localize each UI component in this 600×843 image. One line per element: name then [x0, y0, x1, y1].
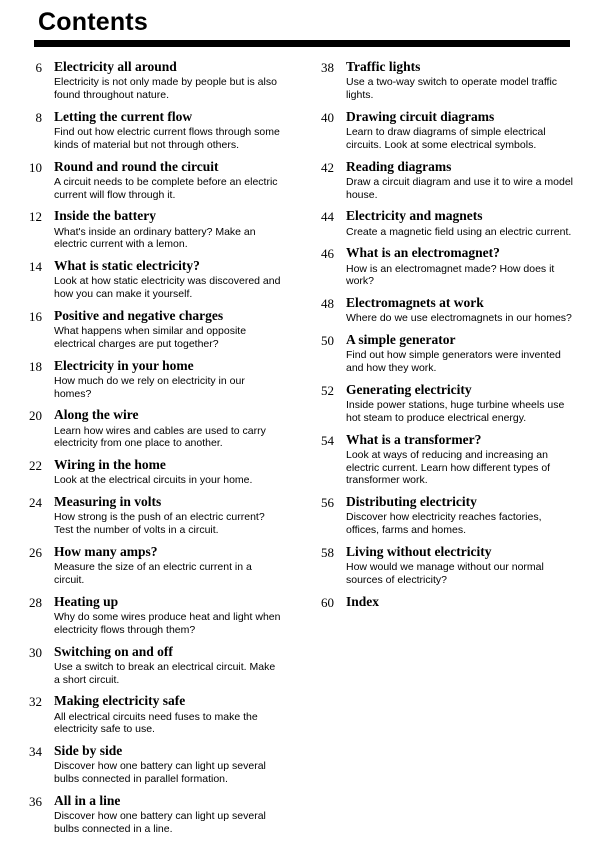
- toc-entry: [16, 743, 282, 786]
- entry-body: [54, 494, 282, 537]
- toc-entry: [16, 793, 282, 836]
- entry-description: Draw a circuit diagram and use it to wire a model house.: [346, 175, 574, 201]
- entry-description: Inside power stations, huge turbine wheels use hot steam to produce electrical energy.: [346, 399, 565, 424]
- entry-body: [54, 358, 282, 401]
- entry-heading: Generating electricity: [346, 381, 472, 397]
- toc-entry: [308, 382, 574, 425]
- entry-body: [54, 594, 282, 637]
- toc-entry: [16, 159, 282, 202]
- entry-heading: Round and round the circuit: [54, 158, 219, 174]
- entry-description: How would we manage without our normal sources of electricity?: [346, 561, 544, 586]
- entry-description: Learn how wires and cables are used to carry electricity from one place to another.: [54, 424, 266, 450]
- entry-heading: Making electricity safe: [54, 693, 186, 709]
- page-number: 12: [29, 209, 42, 225]
- toc-entry: [308, 332, 574, 375]
- page-number: 32: [29, 694, 42, 710]
- entry-heading: Electricity and magnets: [346, 208, 483, 224]
- entry-heading: Electricity all around: [54, 59, 177, 74]
- entry-description: What happens when similar and opposite electrical charges are put together?: [54, 325, 247, 350]
- page-number: 16: [29, 308, 42, 324]
- entry-description: Create a magnetic field using an electric current.: [346, 225, 572, 238]
- page-number: 50: [321, 333, 334, 349]
- page-number: 54: [321, 432, 334, 448]
- toc-entry: [16, 258, 282, 301]
- toc-entry: [16, 109, 282, 152]
- entry-body: [54, 159, 282, 202]
- entry-description: Discover how one battery can light up several bulbs connected in parallel formation.: [54, 760, 266, 786]
- entry-body: [346, 382, 574, 425]
- entry-heading: Electricity in your home: [54, 357, 194, 373]
- toc-entry: [308, 159, 574, 202]
- entry-heading: Positive and negative charges: [54, 307, 224, 323]
- entry-body: [54, 109, 282, 152]
- entry-heading: Heating up: [54, 593, 119, 609]
- entry-body: [346, 159, 574, 202]
- page-number: 28: [29, 594, 42, 610]
- entry-body: [346, 332, 574, 375]
- page-number: 38: [321, 60, 334, 75]
- entry-heading: How many amps?: [54, 544, 158, 560]
- entry-heading: Wiring in the home: [54, 457, 166, 473]
- entry-heading: Side by side: [54, 743, 123, 759]
- page-number: 46: [321, 246, 334, 262]
- entry-body: [54, 457, 252, 487]
- page-number: 52: [321, 382, 334, 398]
- entry-heading: Living without electricity: [346, 544, 492, 560]
- toc-entry: [308, 59, 574, 102]
- toc-entry: [16, 358, 282, 401]
- entry-heading: A simple generator: [346, 332, 456, 348]
- entry-description: Electricity is not only made by people but is also found throughout nature.: [54, 76, 277, 101]
- entry-body: [346, 295, 572, 325]
- entry-heading: Drawing circuit diagrams: [346, 108, 495, 124]
- page-number: 10: [29, 159, 42, 175]
- entry-heading: Traffic lights: [346, 59, 421, 74]
- toc-entry: [16, 59, 282, 102]
- page-number: 30: [29, 644, 42, 660]
- title-rule: [34, 40, 570, 47]
- entry-heading: Reading diagrams: [346, 158, 452, 174]
- entry-heading: Measuring in volts: [54, 494, 162, 510]
- toc-entry: [16, 208, 282, 251]
- entry-body: [54, 693, 282, 736]
- page-number: 8: [35, 109, 42, 125]
- entry-body: [54, 407, 282, 450]
- entry-description: Why do some wires produce heat and light when electricity flows through them?: [54, 610, 281, 636]
- entry-body: [346, 208, 571, 238]
- entry-description: Look at ways of reducing and increasing an electric current. Learn how different types of transformer work.: [346, 448, 551, 487]
- page-number: 14: [29, 259, 42, 275]
- page-number: 20: [29, 408, 42, 424]
- entry-body: [346, 432, 574, 488]
- entry-heading: What is an electromagnet?: [346, 245, 500, 261]
- toc-entry: [308, 432, 574, 488]
- entry-description: How strong is the push of an electric current? Test the number of volts in a circuit.: [54, 511, 265, 537]
- entry-body: [54, 793, 282, 836]
- toc-entry: [16, 594, 282, 637]
- toc-entry: [308, 295, 574, 325]
- toc-entry: [16, 544, 282, 587]
- entry-description: Learn to draw diagrams of simple electrical circuits. Look at some electrical symbols.: [346, 125, 546, 151]
- toc-entry: [16, 494, 282, 537]
- entry-body: [54, 544, 282, 587]
- entry-description: Look at how static electricity was discovered and how you can make it yourself.: [54, 275, 281, 301]
- entry-description: Measure the size of an electric current in a circuit.: [54, 561, 252, 586]
- entry-description: Use a switch to break an electrical circuit. Make a short circuit.: [54, 660, 276, 686]
- entry-description: Where do we use electromagnets in our homes?: [346, 312, 572, 325]
- entry-description: Find out how simple generators were invented and how they work.: [346, 349, 561, 375]
- entry-heading: Distributing electricity: [346, 494, 477, 510]
- toc-entry: [308, 109, 574, 152]
- entry-description: Discover how electricity reaches factories, offices, farms and homes.: [346, 511, 542, 537]
- page-number: 56: [321, 495, 334, 511]
- toc-column-left: [16, 59, 282, 843]
- toc-entry: [308, 208, 574, 238]
- page-number: 36: [29, 793, 42, 809]
- entry-body: [346, 544, 574, 587]
- entry-heading: Electromagnets at work: [346, 295, 484, 311]
- page-number: 22: [29, 458, 42, 474]
- entry-description: Find out how electric current flows through some kinds of material but not through others.: [54, 125, 280, 151]
- toc-entry: [16, 308, 282, 351]
- entry-heading: Inside the battery: [54, 208, 156, 224]
- toc-entry: [308, 594, 574, 611]
- entry-heading: Switching on and off: [54, 643, 173, 659]
- entry-body: [346, 245, 574, 288]
- page-number: 48: [321, 296, 334, 312]
- toc-entry: [308, 245, 574, 288]
- page-number: 18: [29, 358, 42, 374]
- page-number: 60: [321, 594, 334, 610]
- entry-description: How is an electromagnet made? How does it work?: [346, 262, 555, 288]
- entry-heading: Index: [346, 593, 380, 609]
- entry-body: [54, 644, 282, 687]
- entry-body: [346, 59, 574, 102]
- entry-body: [54, 258, 282, 301]
- entry-body: [54, 208, 282, 251]
- entry-heading: What is a transformer?: [346, 431, 482, 447]
- toc-entry: [16, 693, 282, 736]
- entry-heading: Along the wire: [54, 407, 139, 423]
- entry-body: [346, 594, 379, 610]
- entry-description: What's inside an ordinary battery? Make an electric current with a lemon.: [54, 225, 256, 251]
- entry-body: [54, 308, 282, 351]
- page-number: 6: [35, 60, 42, 75]
- entry-heading: All in a line: [54, 792, 121, 808]
- toc-entry: [308, 544, 574, 587]
- entry-description: Discover how one battery can light up several bulbs connected in a line.: [54, 810, 266, 835]
- page-number: 44: [321, 209, 334, 225]
- page-number: 24: [29, 495, 42, 511]
- entry-description: A circuit needs to be complete before an electric current will flow through it.: [54, 175, 278, 201]
- entry-body: [346, 109, 574, 152]
- page-number: 34: [29, 744, 42, 760]
- toc-entry: [16, 457, 282, 487]
- page-number: 42: [321, 159, 334, 175]
- toc-entry: [308, 494, 574, 537]
- toc-entry: [16, 644, 282, 687]
- page-number: 26: [29, 545, 42, 561]
- entry-description: Look at the electrical circuits in your home.: [54, 474, 253, 487]
- toc-column-right: [308, 59, 574, 843]
- toc-columns: [16, 59, 574, 843]
- entry-body: [54, 59, 282, 102]
- entry-description: All electrical circuits need fuses to make the electricity safe to use.: [54, 710, 258, 736]
- entry-description: How much do we rely on electricity in our homes?: [54, 374, 245, 400]
- entry-body: [346, 494, 574, 537]
- entry-description: Use a two-way switch to operate model traffic lights.: [346, 76, 558, 101]
- entry-heading: What is static electricity?: [54, 258, 200, 274]
- page-title: Contents: [38, 8, 148, 36]
- entry-body: [54, 743, 282, 786]
- page-number: 58: [321, 545, 334, 561]
- toc-entry: [16, 407, 282, 450]
- entry-heading: Letting the current flow: [54, 108, 193, 124]
- page-number: 40: [321, 109, 334, 125]
